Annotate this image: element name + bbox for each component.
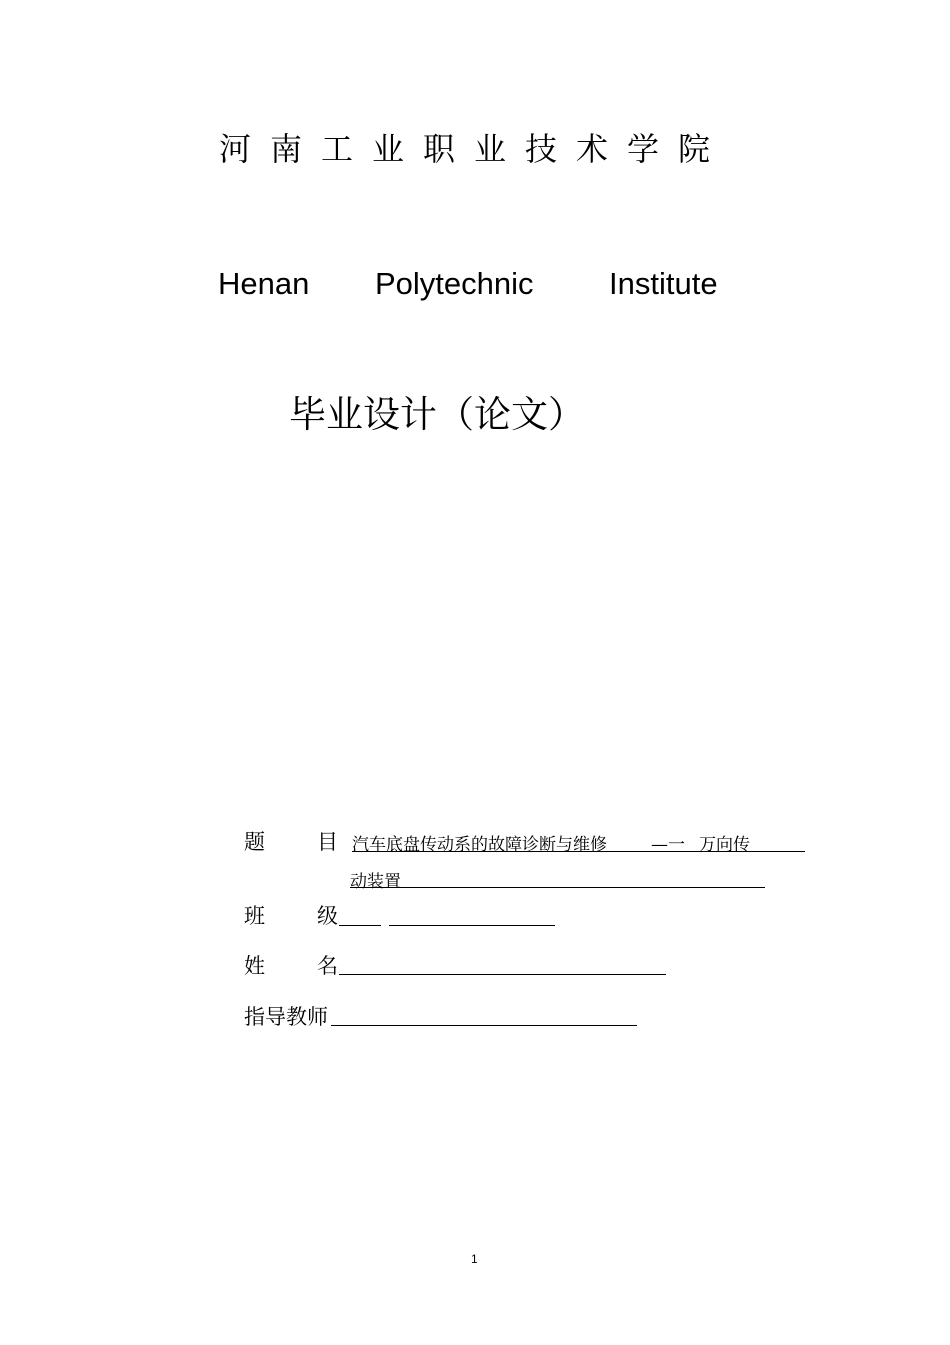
topic-underline-1	[352, 851, 805, 852]
topic-label-char-1: 题	[244, 830, 265, 854]
university-name-chinese: 河南工业职业技术学院	[219, 130, 730, 168]
class-underline-1	[339, 925, 381, 926]
topic-text-line-2: 动装置	[350, 872, 401, 892]
advisor-label: 指导教师	[244, 1005, 328, 1029]
advisor-underline	[331, 1025, 637, 1026]
topic-underline-2	[350, 887, 765, 888]
document-type-title: 毕业设计（论文）	[289, 393, 585, 436]
class-label-char-2: 级	[317, 904, 338, 928]
page-number: 1	[471, 1252, 478, 1266]
topic-label-char-2: 目	[317, 830, 338, 854]
university-name-english-word-3: Institute	[609, 266, 718, 301]
topic-text-part-2: 万向传	[699, 835, 750, 855]
class-label-char-1: 班	[244, 904, 265, 928]
topic-text-dash: —一	[651, 835, 685, 855]
name-underline	[339, 974, 666, 975]
university-name-english-word-2: Polytechnic	[375, 266, 534, 301]
topic-text-part-1: 汽车底盘传动系的故障诊断与维修	[352, 835, 607, 855]
university-name-english-word-1: Henan	[218, 266, 310, 301]
name-label-char-2: 名	[317, 954, 338, 978]
class-underline-2	[389, 925, 555, 926]
name-label-char-1: 姓	[244, 954, 265, 978]
